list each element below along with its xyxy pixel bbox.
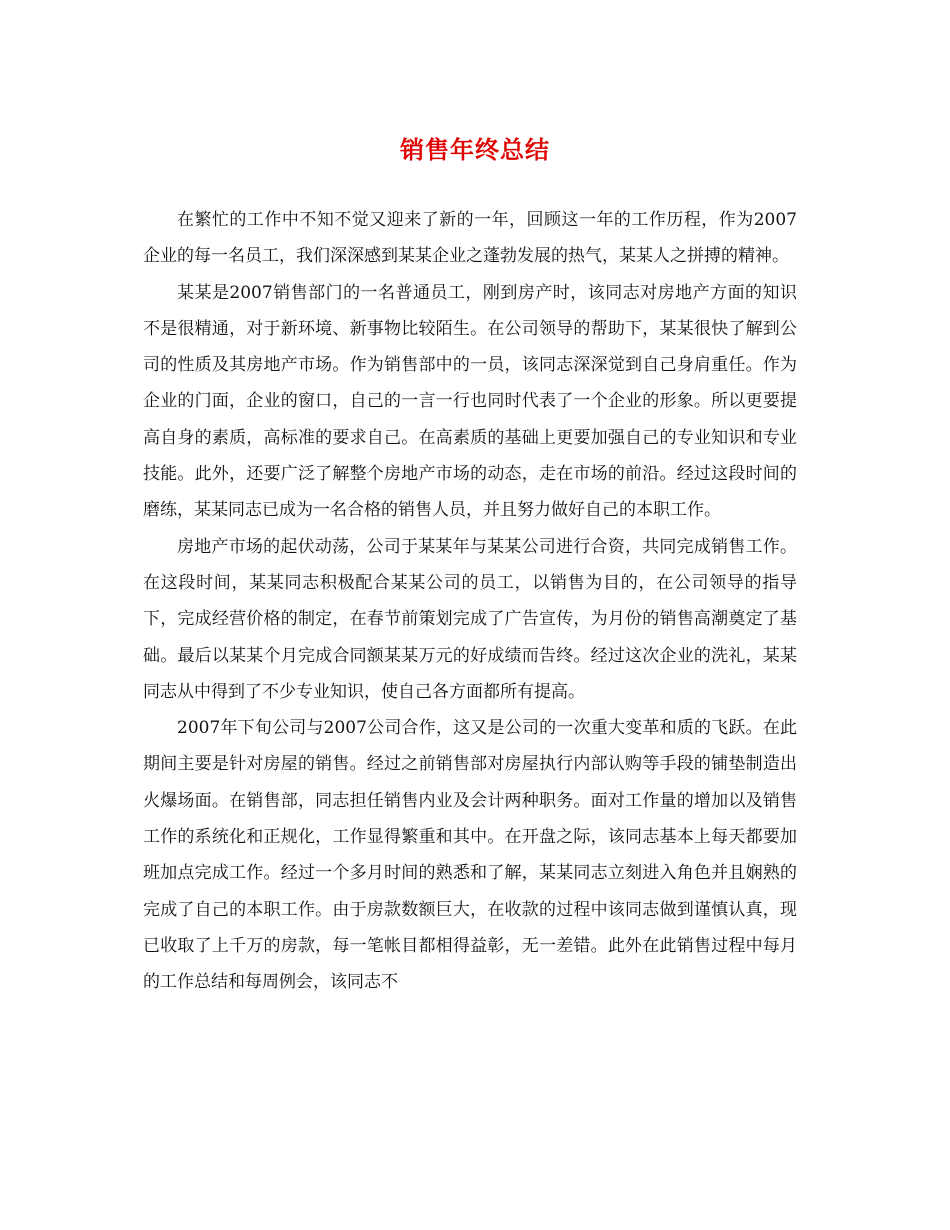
- document-title: 销售年终总结: [400, 135, 550, 164]
- paragraph-2: 某某是2007销售部门的一名普通员工，刚到房产时，该同志对房地产方面的知识不是很精通，对于新环境、新事物比较陌生。在公司领导的帮助下，某某很快了解到公司的性质及其房地产市场。作为销售部中的一员，该同志深深觉到自己身肩重任。作为企业的门面，企业的窗口，自己的一言一行也同时代表了一个企业的形象。所以更要提高自身的素质，高标准的要求自己。在高素质的基础上更要加强自己的专业知识和专业技能。此外，还要广泛了解整个房地产市场的动态，走在市场的前沿。经过这段时间的磨练，某某同志已成为一名合格的销售人员，并且努力做好自己的本职工作。: [143, 282, 797, 521]
- document-body: [143, 202, 797, 1001]
- paragraph-1: 在繁忙的工作中不知不觉又迎来了新的一年，回顾这一年的工作历程，作为2007企业的每一名员工，我们深深感到某某企业之蓬勃发展的热气，某某人之拼搏的精神。: [143, 210, 797, 267]
- paragraph-4: 2007年下旬公司与2007公司合作，这又是公司的一次重大变革和质的飞跃。在此期间主要是针对房屋的销售。经过之前销售部对房屋执行内部认购等手段的铺垫制造出火爆场面。在销售部，同志担任销售内业及会计两种职务。面对工作量的增加以及销售工作的系统化和正规化，工作显得繁重和其中。在开盘之际，该同志基本上每天都要加班加点完成工作。经过一个多月时间的熟悉和了解，某某同志立刻进入角色并且娴熟的完成了自己的本职工作。由于房款数额巨大，在收款的过程中该同志做到谨慎认真，现已收取了上千万的房款，每一笔帐目都相得益彰，无一差错。此外在此销售过程中每月的工作总结和每周例会，该同志不: [143, 718, 797, 993]
- paragraph-3: 房地产市场的起伏动荡，公司于某某年与某某公司进行合资，共同完成销售工作。在这段时间，某某同志积极配合某某公司的员工，以销售为目的，在公司领导的指导下，完成经营价格的制定，在春节前策划完成了广告宣传，为月份的销售高潮奠定了基础。最后以某某个月完成合同额某某万元的好成绩而告终。经过这次企业的洗礼，某某同志从中得到了不少专业知识，使自己各方面都所有提高。: [143, 536, 797, 702]
